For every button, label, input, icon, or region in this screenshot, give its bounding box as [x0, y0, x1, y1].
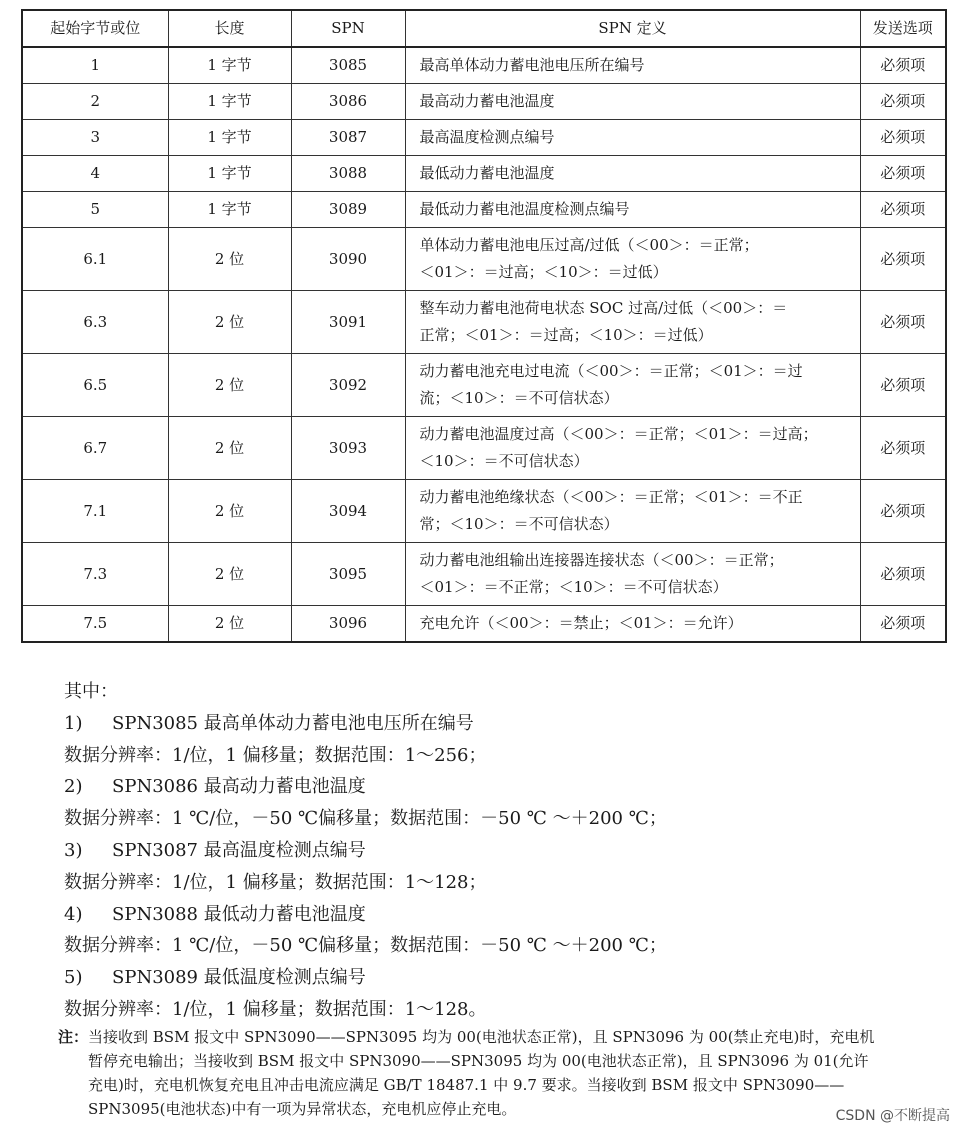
cell-length: 2 位 — [168, 228, 291, 291]
cell-definition — [405, 291, 860, 354]
cell-definition — [405, 192, 860, 228]
definition-line: 最高动力蓄电池温度 — [419, 92, 555, 110]
header-length: 长度 — [168, 10, 291, 47]
cell-start: 7.5 — [22, 606, 168, 643]
definition-line: 动力蓄电池温度过高（＜00＞：＝正常；＜01＞：＝过高； — [419, 425, 818, 443]
note-title-text: SPN3086 最高动力蓄电池温度 — [112, 776, 366, 798]
cell-spn: 3089 — [291, 192, 405, 228]
cell-option: 必须项 — [860, 84, 946, 120]
note-title-text: SPN3085 最高单体动力蓄电池电压所在编号 — [112, 712, 474, 734]
note-number: 1) — [64, 712, 83, 734]
note-detail: 数据分辨率：1/位，1 偏移量；数据范围：1～128。 — [64, 998, 487, 1020]
cell-spn: 3094 — [291, 480, 405, 543]
cell-length: 2 位 — [168, 354, 291, 417]
cell-spn: 3090 — [291, 228, 405, 291]
cell-spn: 3093 — [291, 417, 405, 480]
cell-length: 1 字节 — [168, 156, 291, 192]
note-detail: 数据分辨率：1 ℃/位，－50 ℃偏移量；数据范围：－50 ℃ ～＋200 ℃； — [64, 935, 667, 957]
csdn-watermark: CSDN @不断提高 — [834, 1105, 952, 1125]
cell-start: 6.7 — [22, 417, 168, 480]
cell-spn: 3091 — [291, 291, 405, 354]
footnote — [58, 1025, 948, 1121]
cell-length: 1 字节 — [168, 192, 291, 228]
spn-table — [21, 9, 947, 643]
cell-option: 必须项 — [860, 417, 946, 480]
definition-line: 充电允许（＜00＞：＝禁止；＜01＞：＝允许） — [419, 614, 743, 632]
header-spn: SPN — [291, 10, 405, 47]
definition-line: 常；＜10＞：＝不可信状态） — [419, 515, 619, 533]
definition-line: 最高单体动力蓄电池电压所在编号 — [419, 56, 645, 74]
note-number: 4) — [64, 903, 83, 925]
cell-start: 6.5 — [22, 354, 168, 417]
note-detail: 数据分辨率：1 ℃/位，－50 ℃偏移量；数据范围：－50 ℃ ～＋200 ℃； — [64, 808, 667, 830]
note-title — [64, 771, 944, 803]
cell-definition — [405, 47, 860, 84]
cell-option: 必须项 — [860, 192, 946, 228]
notes-intro: 其中： — [64, 681, 118, 702]
cell-start: 6.1 — [22, 228, 168, 291]
cell-start: 1 — [22, 47, 168, 84]
cell-length: 2 位 — [168, 291, 291, 354]
note-title-text: SPN3087 最高温度检测点编号 — [112, 839, 366, 861]
cell-length: 1 字节 — [168, 47, 291, 84]
cell-start: 6.3 — [22, 291, 168, 354]
cell-spn: 3092 — [291, 354, 405, 417]
footnote-line: 暂停充电输出；当接收到 BSM 报文中 SPN3090——SPN3095 均为 00(电池状态正常)，且 SPN3096 为 01(允许 — [88, 1052, 869, 1070]
spn-table-container — [21, 9, 945, 643]
cell-option: 必须项 — [860, 156, 946, 192]
cell-definition — [405, 354, 860, 417]
cell-length: 1 字节 — [168, 120, 291, 156]
cell-start: 4 — [22, 156, 168, 192]
definition-line: ＜10＞：＝不可信状态） — [419, 452, 589, 470]
cell-definition — [405, 156, 860, 192]
definition-line: 最高温度检测点编号 — [419, 128, 555, 146]
cell-spn: 3088 — [291, 156, 405, 192]
header-start-byte: 起始字节或位 — [22, 10, 168, 47]
note-detail: 数据分辨率：1/位，1 偏移量；数据范围：1～128； — [64, 871, 487, 893]
note-number: 3) — [64, 839, 83, 861]
cell-option: 必须项 — [860, 543, 946, 606]
cell-spn: 3087 — [291, 120, 405, 156]
cell-start: 7.3 — [22, 543, 168, 606]
note-detail: 数据分辨率：1/位，1 偏移量；数据范围：1～256； — [64, 744, 487, 766]
table-row — [22, 228, 946, 291]
cell-start: 3 — [22, 120, 168, 156]
table-row — [22, 192, 946, 228]
note-title — [64, 835, 944, 867]
note-number: 5) — [64, 967, 83, 989]
table-row — [22, 47, 946, 84]
notes-section — [64, 676, 944, 1026]
cell-length: 2 位 — [168, 543, 291, 606]
footnote-line: 充电)时，充电机恢复充电且冲击电流应满足 GB/T 18487.1 中 9.7 要求。当接收到 BSM 报文中 SPN3090—— — [88, 1076, 845, 1094]
cell-length: 2 位 — [168, 480, 291, 543]
table-row — [22, 480, 946, 543]
note-title — [64, 962, 944, 994]
definition-line: 正常；＜01＞：＝过高；＜10＞：＝过低） — [419, 326, 713, 344]
table-row — [22, 291, 946, 354]
cell-length: 2 位 — [168, 606, 291, 643]
cell-option: 必须项 — [860, 354, 946, 417]
cell-start: 5 — [22, 192, 168, 228]
note-title — [64, 899, 944, 931]
table-row — [22, 417, 946, 480]
cell-definition — [405, 543, 860, 606]
definition-line: 整车动力蓄电池荷电状态 SOC 过高/过低（＜00＞：＝ — [419, 299, 788, 317]
note-title — [64, 708, 944, 740]
definition-line: 动力蓄电池充电过电流（＜00＞：＝正常；＜01＞：＝过 — [419, 362, 803, 380]
cell-spn: 3095 — [291, 543, 405, 606]
table-row — [22, 543, 946, 606]
note-number: 2) — [64, 776, 83, 798]
cell-start: 2 — [22, 84, 168, 120]
cell-spn: 3096 — [291, 606, 405, 643]
definition-line: 最低动力蓄电池温度检测点编号 — [419, 200, 630, 218]
cell-definition — [405, 606, 860, 643]
definition-line: 最低动力蓄电池温度 — [419, 164, 555, 182]
cell-option: 必须项 — [860, 606, 946, 643]
cell-length: 1 字节 — [168, 84, 291, 120]
cell-option: 必须项 — [860, 47, 946, 84]
cell-option: 必须项 — [860, 120, 946, 156]
footnote-line — [58, 1025, 948, 1049]
note-title-text: SPN3088 最低动力蓄电池温度 — [112, 903, 366, 925]
table-header-row — [22, 10, 946, 47]
header-send-option: 发送选项 — [860, 10, 946, 47]
definition-line: 动力蓄电池组输出连接器连接状态（＜00＞：＝正常； — [419, 551, 784, 569]
table-row — [22, 354, 946, 417]
cell-definition — [405, 480, 860, 543]
cell-definition — [405, 120, 860, 156]
cell-length: 2 位 — [168, 417, 291, 480]
table-row — [22, 156, 946, 192]
cell-definition — [405, 228, 860, 291]
cell-option: 必须项 — [860, 228, 946, 291]
definition-line: ＜01＞：＝过高；＜10＞：＝过低） — [419, 263, 668, 281]
table-row — [22, 84, 946, 120]
footnote-line: SPN3095(电池状态)中有一项为异常状态，充电机应停止充电。 — [88, 1100, 517, 1118]
definition-line: 动力蓄电池绝缘状态（＜00＞：＝正常；＜01＞：＝不正 — [419, 488, 803, 506]
cell-spn: 3086 — [291, 84, 405, 120]
note-title-text: SPN3089 最低温度检测点编号 — [112, 967, 366, 989]
table-row — [22, 606, 946, 643]
cell-option: 必须项 — [860, 291, 946, 354]
footnote-label: 注： — [58, 1028, 89, 1046]
definition-line: 单体动力蓄电池电压过高/过低（＜00＞：＝正常； — [419, 236, 759, 254]
cell-start: 7.1 — [22, 480, 168, 543]
cell-definition — [405, 84, 860, 120]
cell-definition — [405, 417, 860, 480]
table-row — [22, 120, 946, 156]
footnote-text: 当接收到 BSM 报文中 SPN3090——SPN3095 均为 00(电池状态正常)，且 SPN3096 为 00(禁止充电)时，充电机 — [88, 1028, 875, 1046]
cell-option: 必须项 — [860, 480, 946, 543]
header-spn-definition: SPN 定义 — [405, 10, 860, 47]
cell-spn: 3085 — [291, 47, 405, 84]
definition-line: ＜01＞：＝不正常；＜10＞：＝不可信状态） — [419, 578, 728, 596]
definition-line: 流；＜10＞：＝不可信状态） — [419, 389, 619, 407]
